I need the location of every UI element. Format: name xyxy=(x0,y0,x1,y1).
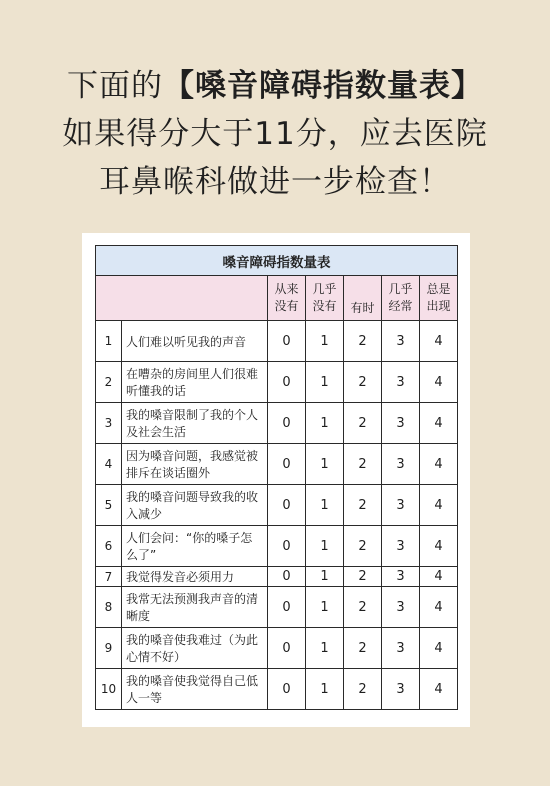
headline-line-3: 耳鼻喉科做进一步检查！ xyxy=(99,164,451,200)
row-question-cell xyxy=(122,403,268,444)
table-row xyxy=(96,485,458,526)
score-cell: 1 xyxy=(306,403,344,444)
score-cell: 4 xyxy=(420,669,458,710)
score-cell: 3 xyxy=(382,444,420,485)
score-cell: 0 xyxy=(268,587,306,628)
row-question: 人们难以听见我的声音 xyxy=(126,334,247,349)
score-cell: 2 xyxy=(344,628,382,669)
row-index: 4 xyxy=(96,444,122,485)
row-index: 8 xyxy=(96,587,122,628)
row-question-cell xyxy=(122,526,268,567)
row-question: 我常无法预测我声音的清晰度 xyxy=(126,592,259,623)
table-title-row xyxy=(96,246,458,276)
row-index: 5 xyxy=(96,485,122,526)
score-cell: 4 xyxy=(420,567,458,587)
score-cell: 2 xyxy=(344,485,382,526)
row-question-cell xyxy=(122,567,268,587)
row-question: 我觉得发音必须用力 xyxy=(126,570,235,584)
score-cell: 4 xyxy=(420,485,458,526)
row-index: 7 xyxy=(96,567,122,587)
score-cell: 0 xyxy=(268,362,306,403)
row-question-cell xyxy=(122,362,268,403)
score-cell: 3 xyxy=(382,362,420,403)
table-row xyxy=(96,628,458,669)
score-cell: 3 xyxy=(382,485,420,526)
score-cell: 4 xyxy=(420,403,458,444)
score-cell: 3 xyxy=(382,321,420,362)
headline-prefix: 下面的 xyxy=(67,68,163,104)
scale-card xyxy=(82,233,470,727)
row-question: 我的嗓音使我觉得自己低人一等 xyxy=(126,674,259,705)
score-cell: 2 xyxy=(344,669,382,710)
score-cell: 0 xyxy=(268,321,306,362)
score-cell: 2 xyxy=(344,526,382,567)
row-index: 10 xyxy=(96,669,122,710)
row-question: 我的嗓音问题导致我的收入减少 xyxy=(126,490,259,521)
row-question: 在嘈杂的房间里人们很难听懂我的话 xyxy=(126,367,259,398)
row-question: 我的嗓音限制了我的个人及社会生活 xyxy=(126,408,259,439)
score-cell: 2 xyxy=(344,444,382,485)
score-cell: 1 xyxy=(306,444,344,485)
score-cell: 2 xyxy=(344,321,382,362)
score-cell: 1 xyxy=(306,587,344,628)
table-row xyxy=(96,403,458,444)
score-cell: 4 xyxy=(420,444,458,485)
score-cell: 1 xyxy=(306,362,344,403)
score-cell: 4 xyxy=(420,587,458,628)
header-col-never xyxy=(268,276,306,321)
score-cell: 4 xyxy=(420,628,458,669)
table-row xyxy=(96,444,458,485)
row-question-cell xyxy=(122,485,268,526)
score-cell: 4 xyxy=(420,362,458,403)
row-question-cell xyxy=(122,444,268,485)
header-label: 总是出现 xyxy=(426,282,451,313)
score-cell: 0 xyxy=(268,444,306,485)
table-row xyxy=(96,567,458,587)
score-cell: 1 xyxy=(306,669,344,710)
table-row xyxy=(96,362,458,403)
score-cell: 3 xyxy=(382,628,420,669)
header-label: 有时 xyxy=(350,301,375,315)
header-label: 几乎经常 xyxy=(388,282,413,313)
headline-scale-title: 【嗓音障碍指数量表】 xyxy=(163,68,483,104)
score-cell: 3 xyxy=(382,587,420,628)
header-label: 几乎没有 xyxy=(312,282,337,313)
score-cell: 1 xyxy=(306,485,344,526)
score-cell: 3 xyxy=(382,403,420,444)
score-cell: 2 xyxy=(344,567,382,587)
table-title: 嗓音障碍指数量表 xyxy=(96,246,458,276)
score-cell: 0 xyxy=(268,526,306,567)
score-cell: 3 xyxy=(382,526,420,567)
score-cell: 1 xyxy=(306,567,344,587)
row-index: 2 xyxy=(96,362,122,403)
row-question-cell xyxy=(122,669,268,710)
headline-line-1 xyxy=(0,62,550,110)
score-cell: 4 xyxy=(420,321,458,362)
row-index: 1 xyxy=(96,321,122,362)
row-index: 6 xyxy=(96,526,122,567)
header-col-always xyxy=(420,276,458,321)
score-cell: 0 xyxy=(268,669,306,710)
score-cell: 1 xyxy=(306,321,344,362)
header-col-sometimes xyxy=(344,276,382,321)
table-row xyxy=(96,526,458,567)
header-col-almost-always xyxy=(382,276,420,321)
table-header-row xyxy=(96,276,458,321)
table-row xyxy=(96,669,458,710)
header-label: 从来没有 xyxy=(274,282,299,313)
score-cell: 3 xyxy=(382,669,420,710)
table-row xyxy=(96,587,458,628)
row-index: 9 xyxy=(96,628,122,669)
header-col-almost-never xyxy=(306,276,344,321)
row-question-cell xyxy=(122,628,268,669)
score-cell: 1 xyxy=(306,526,344,567)
score-cell: 1 xyxy=(306,628,344,669)
score-cell: 2 xyxy=(344,403,382,444)
headline xyxy=(0,62,550,206)
score-cell: 0 xyxy=(268,403,306,444)
score-cell: 0 xyxy=(268,567,306,587)
headline-line-2: 如果得分大于11分，应去医院 xyxy=(62,116,488,152)
row-index: 3 xyxy=(96,403,122,444)
header-blank-cell xyxy=(96,276,268,321)
row-question: 我的嗓音使我难过（为此心情不好） xyxy=(126,633,259,664)
row-question: 人们会问：“你的嗓子怎么了” xyxy=(126,531,253,562)
vhi-table xyxy=(95,245,458,710)
score-cell: 2 xyxy=(344,587,382,628)
score-cell: 4 xyxy=(420,526,458,567)
row-question: 因为嗓音问题，我感觉被排斥在谈话圈外 xyxy=(126,449,259,480)
score-cell: 0 xyxy=(268,628,306,669)
score-cell: 0 xyxy=(268,485,306,526)
table-row xyxy=(96,321,458,362)
score-cell: 2 xyxy=(344,362,382,403)
score-cell: 3 xyxy=(382,567,420,587)
row-question-cell xyxy=(122,587,268,628)
row-question-cell xyxy=(122,321,268,362)
